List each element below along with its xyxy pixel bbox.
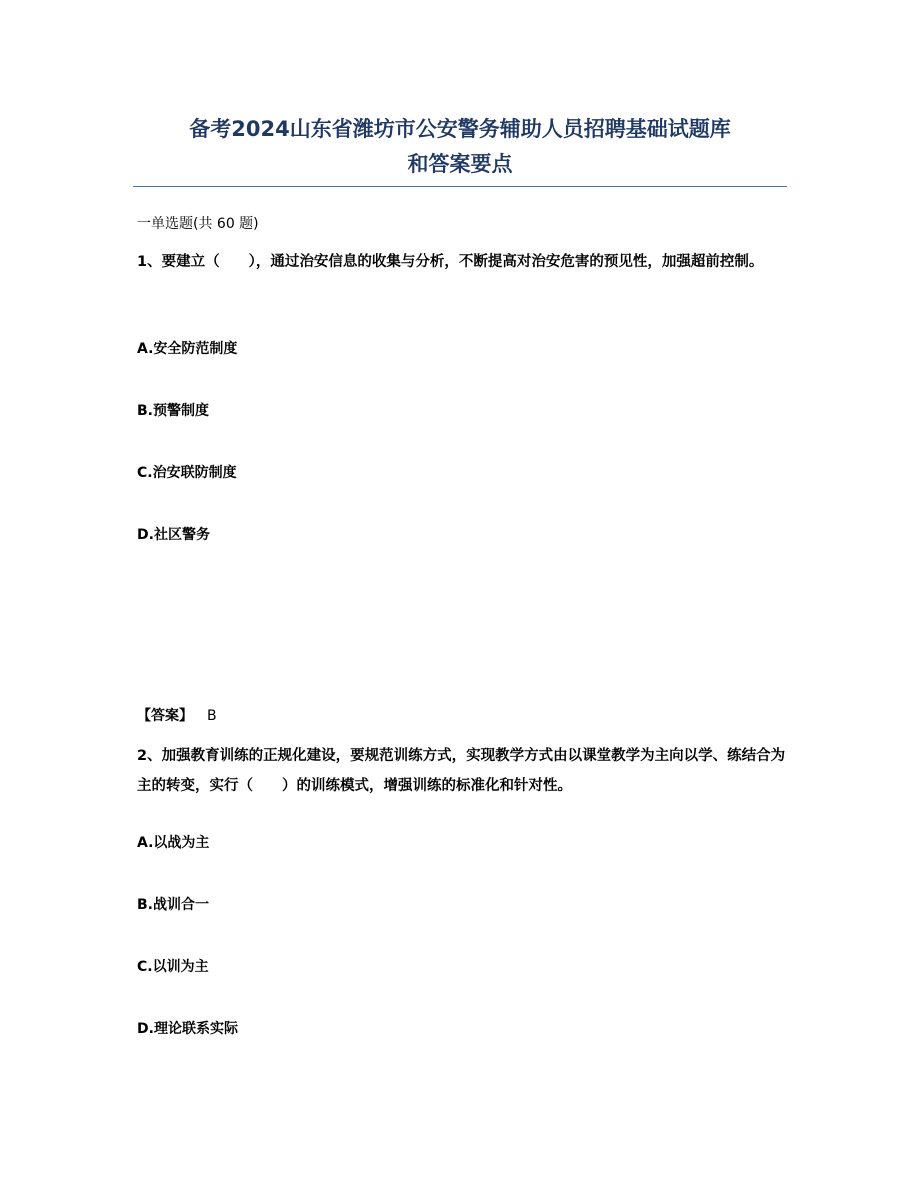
answer-value: B xyxy=(207,708,217,724)
document-title xyxy=(133,112,787,182)
question-1-option-c: C.治安联防制度 xyxy=(137,465,237,481)
question-1-option-a: A.安全防范制度 xyxy=(137,341,238,357)
question-2-text: 2、加强教育训练的正规化建设，要规范训练方式，实现教学方式由以课堂教学为主向以学、练结合为主的转变，实行（ ）的训练模式，增强训练的标准化和针对性。 xyxy=(137,748,786,794)
question-2-option-b: B.战训合一 xyxy=(137,897,209,913)
question-2-option-a: A.以战为主 xyxy=(137,835,210,851)
title-divider xyxy=(133,186,787,187)
answer-label: 【答案】 xyxy=(137,708,193,724)
question-1-text: 1、要建立（ ），通过治安信息的收集与分析，不断提高对治安危害的预见性，加强超前控制。 xyxy=(137,254,764,270)
question-1-option-b: B.预警制度 xyxy=(137,403,209,419)
question-2-option-d: D.理论联系实际 xyxy=(137,1021,238,1037)
question-2-option-c: C.以训为主 xyxy=(137,959,209,975)
title-line-1: 备考2024山东省潍坊市公安警务辅助人员招聘基础试题库 xyxy=(189,117,731,141)
question-1-answer xyxy=(137,705,217,727)
section-heading: 一单选题(共 60 题) xyxy=(137,216,259,232)
title-line-2: 和答案要点 xyxy=(407,152,513,176)
question-1-option-d: D.社区警务 xyxy=(137,527,210,543)
